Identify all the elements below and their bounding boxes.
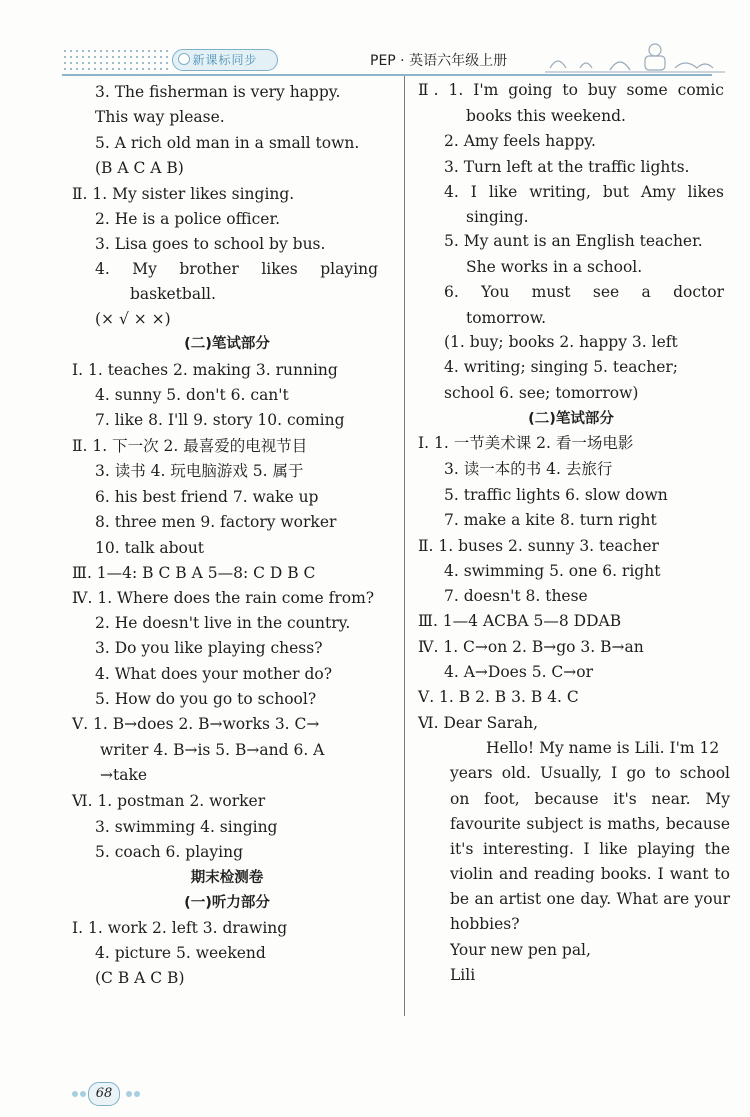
answer-line: tomorrow. [466,309,547,327]
answer-line: 4. sunny 5. don't 6. can't [95,386,289,404]
answer-line: 3. Do you like playing chess? [95,639,323,657]
answer-line: 8. three men 9. factory worker [95,513,337,531]
answer-line: Ⅱ. 1. 下一次 2. 最喜爱的电视节目 [72,437,308,455]
answer-line: singing. [466,208,529,226]
answer-line: school 6. see; tomorrow) [444,384,639,402]
answer-line: 5. My aunt is an English teacher. [444,232,703,250]
letter-closing: Your new pen pal, [450,941,591,959]
answer-line: 3. swimming 4. singing [95,818,278,836]
answer-line: 4. writing; singing 5. teacher; [444,358,679,376]
section-heading: (一)听力部分 [184,895,270,911]
answer-line: 4. I like writing, but Amy likes [444,183,724,201]
answer-line: 6. You must see a doctor [444,283,724,301]
letter-line: favourite subject is maths, because [450,815,730,833]
answer-key: Ⅲ. 1—4 ACBA 5—8 DDAB [418,612,622,630]
answer-line: basketball. [130,285,216,303]
answer-line: Ⅰ. 1. work 2. left 3. drawing [72,919,288,937]
answer-line: She works in a school. [466,258,643,276]
answer-line: Ⅱ. 1. buses 2. sunny 3. teacher [418,537,659,555]
answer-line: (1. buy; books 2. happy 3. left [444,333,678,351]
letter-salutation: Ⅵ. Dear Sarah, [418,714,539,732]
footer-dot-icon [126,1091,132,1097]
answer-line: 4. picture 5. weekend [95,944,266,962]
answer-line: 10. talk about [95,539,205,557]
answer-line: 3. 读一本的书 4. 去旅行 [444,460,613,478]
answer-line: Ⅴ. 1. B 2. B 3. B 4. C [418,688,579,706]
series-badge: 新课标同步 [172,49,278,71]
answer-line: books this weekend. [466,107,626,125]
answer-line: 4. swimming 5. one 6. right [444,562,661,580]
footer-dot-icon [72,1091,78,1097]
answer-line: Ⅵ. 1. postman 2. worker [72,792,266,810]
answer-line: 7. doesn't 8. these [444,587,588,605]
answer-line: Ⅰ. 1. teaches 2. making 3. running [72,361,338,379]
footer-dot-icon [80,1091,86,1097]
answer-key: Ⅲ. 1—4: B C B A 5—8: C D B C [72,564,316,582]
answer-key: (C B A C B) [95,969,185,987]
letter-line: violin and reading books. I want to [450,865,730,883]
answer-line: 2. He is a police officer. [95,210,281,228]
badge-circle-icon [178,53,190,65]
answer-line: Ⅱ. 1. My sister likes singing. [72,185,295,203]
answer-line: 3. The fisherman is very happy. [95,83,341,101]
answer-line: Ⅰ. 1. 一节美术课 2. 看一场电影 [418,434,634,452]
dot-pattern-decoration [62,48,172,74]
letter-line: be an artist one day. What are your [450,890,730,908]
answer-line: 7. like 8. I'll 9. story 10. coming [95,411,345,429]
letter-line: on foot, because it's near. My [450,790,730,808]
answer-line: writer 4. B→is 5. B→and 6. A [100,741,325,759]
answer-line: 7. make a kite 8. turn right [444,511,657,529]
answer-line: 4. My brother likes playing [95,260,378,278]
answer-key: (× √ × ×) [95,310,171,328]
answer-line: 2. He doesn't live in the country. [95,614,351,632]
letter-line: hobbies? [450,915,520,933]
answer-line: Ⅱ. 1. I'm going to buy some comic [418,81,724,99]
answer-key: (B A C A B) [95,159,184,177]
book-title: PEP · 英语六年级上册 [370,53,508,69]
page-number: 68 [88,1082,120,1106]
letter-line: Hello! My name is Lili. I'm 12 [486,739,720,757]
answer-line: Ⅳ. 1. C→on 2. B→go 3. B→an [418,638,644,656]
answer-line: 5. A rich old man in a small town. [95,134,360,152]
answer-line: 5. coach 6. playing [95,843,244,861]
cartoon-decoration-icon [540,38,730,78]
answer-line: 3. 读书 4. 玩电脑游戏 5. 属于 [95,462,304,480]
section-heading: (二)笔试部分 [184,336,270,352]
section-heading: (二)笔试部分 [528,411,614,427]
answer-line: 5. traffic lights 6. slow down [444,486,668,504]
answer-line: 3. Lisa goes to school by bus. [95,235,326,253]
answer-line: 3. Turn left at the traffic lights. [444,158,690,176]
answer-line: This way please. [95,108,225,126]
answer-line: →take [100,766,148,784]
page-header [0,0,750,80]
exam-title: 期末检测卷 [190,870,264,886]
answer-line: 5. How do you go to school? [95,690,317,708]
letter-signature: Lili [450,966,476,984]
answer-line: 4. What does your mother do? [95,665,333,683]
header-divider [62,74,712,76]
answer-line: 6. his best friend 7. wake up [95,488,319,506]
letter-line: it's interesting. I like playing the [450,840,730,858]
footer-dot-icon [134,1091,140,1097]
answer-line: Ⅴ. 1. B→does 2. B→works 3. C→ [72,715,320,733]
letter-line: years old. Usually, I go to school [450,764,730,782]
answer-line: 2. Amy feels happy. [444,132,596,150]
answer-line: Ⅳ. 1. Where does the rain come from? [72,589,375,607]
answer-line: 4. A→Does 5. C→or [444,663,594,681]
column-divider [404,76,405,1016]
